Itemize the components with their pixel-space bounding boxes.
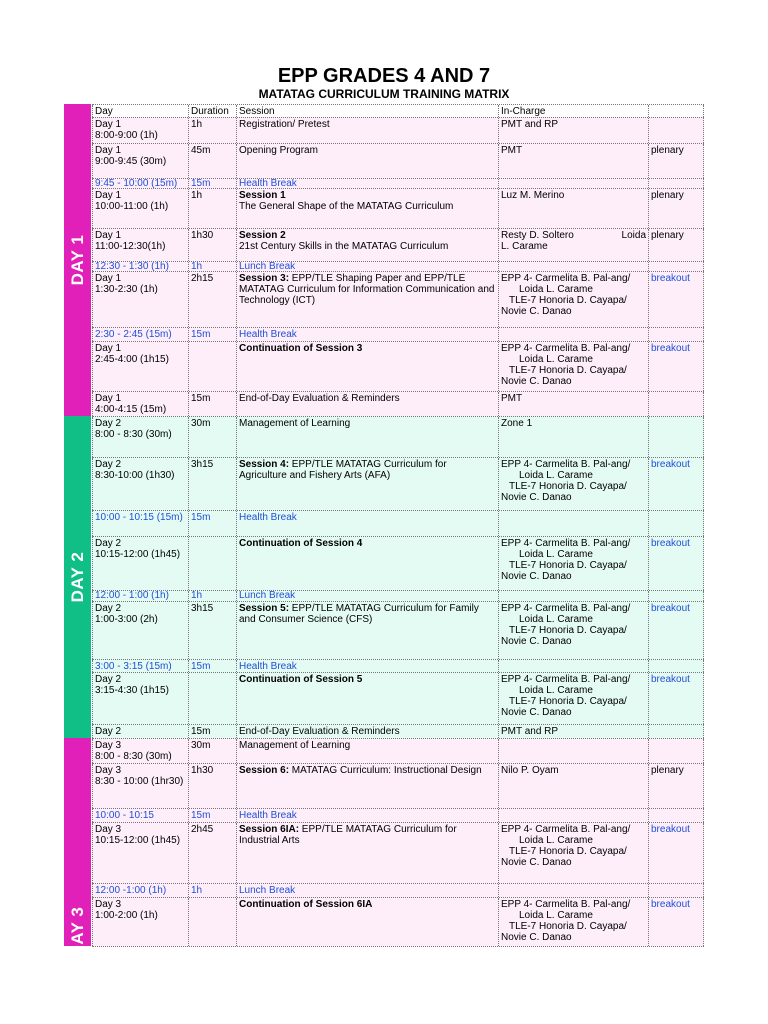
table-row — [92, 763, 704, 808]
incharge-name: Loida L. Carame — [519, 685, 593, 696]
mode-cell: breakout — [648, 458, 704, 510]
mode-cell: plenary — [648, 229, 704, 261]
duration-cell: 30m — [188, 417, 236, 457]
incharge-cell — [498, 458, 648, 510]
break-time: 12:00 -1:00 (1h) — [92, 884, 188, 897]
incharge-cell — [498, 272, 648, 327]
incharge-name: Loida L. Carame — [519, 284, 593, 295]
day-cell — [92, 739, 188, 763]
incharge-name: Novie C. Danao — [501, 376, 572, 387]
day-label: Day 3 — [95, 765, 122, 776]
incharge-cell — [498, 591, 648, 601]
document-title: EPP GRADES 4 AND 7 — [277, 65, 491, 87]
break-row — [92, 659, 704, 672]
table-row — [92, 416, 704, 457]
incharge-cell — [498, 328, 648, 341]
session-description: EPP/TLE Shaping Paper and EPP/TLE MATATAG Curriculum for Information Communication and Technology (ICT) — [239, 273, 495, 306]
incharge-name: TLE-7 Honoria D. Cayapa/ — [509, 295, 627, 306]
duration-cell: 1h30 — [188, 229, 236, 261]
table-row — [92, 536, 704, 590]
break-row — [92, 590, 704, 601]
incharge-cell — [498, 537, 648, 590]
mode-cell — [648, 884, 704, 897]
incharge-name: EPP 4- Carmelita B. Pal-ang/ — [501, 459, 631, 470]
table-row — [92, 457, 704, 510]
session-description: 21st Century Skills in the MATATAG Curriculum — [239, 241, 449, 252]
incharge-cell — [498, 511, 648, 536]
time-label: 10:00-11:00 (1h) — [95, 201, 169, 212]
session-description: EPP/TLE MATATAG Curriculum for Agriculture and Fishery Arts (AFA) — [239, 459, 447, 481]
header-incharge: In-Charge — [498, 105, 648, 117]
incharge-name: EPP 4- Carmelita B. Pal-ang/ — [501, 899, 631, 910]
session-title: Continuation of Session 6IA — [239, 899, 373, 910]
session-cell: Management of Learning — [236, 417, 498, 457]
incharge-cell — [498, 673, 648, 724]
incharge-name: TLE-7 Honoria D. Cayapa/ — [509, 481, 627, 492]
incharge-name: L. Carame — [501, 241, 548, 252]
incharge-name: Loida L. Carame — [519, 470, 593, 481]
day-cell — [92, 342, 188, 391]
header-day: Day — [92, 105, 188, 117]
break-time: 12:30 - 1:30 (1h) — [92, 262, 188, 271]
table-row — [92, 143, 704, 178]
duration-cell — [188, 537, 236, 590]
mode-cell: breakout — [648, 673, 704, 724]
incharge-name: TLE-7 Honoria D. Cayapa/ — [509, 921, 627, 932]
session-title: Continuation of Session 3 — [239, 343, 363, 354]
break-label: Health Break — [236, 660, 498, 672]
mode-cell: breakout — [648, 602, 704, 659]
day-label: Day 1 — [95, 145, 122, 156]
time-label: 2:45-4:00 (1h15) — [95, 354, 169, 365]
day-cell — [92, 229, 188, 261]
session-cell — [236, 229, 498, 261]
session-title: Session 6IA: — [239, 824, 300, 835]
time-label: 11:00-12:30(1h) — [95, 241, 166, 252]
incharge-cell: PMT and RP — [498, 118, 648, 143]
incharge-name: Resty D. Soltero — [501, 230, 574, 241]
incharge-name: Novie C. Danao — [501, 857, 572, 868]
table-row — [92, 391, 704, 416]
mode-cell — [648, 262, 704, 271]
mode-cell: breakout — [648, 537, 704, 590]
incharge-name: EPP 4- Carmelita B. Pal-ang/ — [501, 343, 631, 354]
session-title: Session 4: — [239, 459, 290, 470]
break-time: 10:00 - 10:15 (15m) — [92, 511, 188, 536]
mode-cell: plenary — [648, 189, 704, 228]
duration-cell: 1h — [188, 189, 236, 228]
incharge-cell — [498, 884, 648, 897]
incharge-name: Loida L. Carame — [519, 835, 593, 846]
incharge-name: TLE-7 Honoria D. Cayapa/ — [509, 625, 627, 636]
day-label: Day 2 — [95, 418, 122, 429]
break-label: Health Break — [236, 328, 498, 341]
break-label: Health Break — [236, 809, 498, 822]
mode-cell — [648, 591, 704, 601]
session-cell — [236, 342, 498, 391]
break-duration: 15m — [188, 660, 236, 672]
session-cell: Registration/ Pretest — [236, 118, 498, 143]
incharge-name: Novie C. Danao — [501, 636, 572, 647]
table-row — [92, 271, 704, 327]
time-label: 8:00 - 8:30 (30m) — [95, 751, 172, 762]
time-label: 10:15-12:00 (1h45) — [95, 835, 181, 846]
day2-band — [64, 416, 91, 738]
table-row — [92, 897, 704, 947]
time-label: 10:15-12:00 (1h45) — [95, 549, 181, 560]
duration-cell: 15m — [188, 725, 236, 738]
table-row — [92, 188, 704, 228]
time-label: 1:00-2:00 (1h) — [95, 910, 158, 921]
session-cell — [236, 272, 498, 327]
time-label: 8:00 - 8:30 (30m) — [95, 429, 172, 440]
incharge-cell: PMT — [498, 144, 648, 178]
incharge-cell — [498, 229, 648, 261]
incharge-cell: Luz M. Merino — [498, 189, 648, 228]
day1-band — [64, 104, 91, 416]
mode-cell — [648, 328, 704, 341]
table-row — [92, 822, 704, 883]
mode-cell — [648, 739, 704, 763]
session-cell — [236, 537, 498, 590]
duration-cell — [188, 898, 236, 946]
incharge-line — [501, 230, 646, 241]
session-title: Session 6: — [239, 765, 290, 776]
duration-cell: 1h30 — [188, 764, 236, 808]
day-cell — [92, 537, 188, 590]
incharge-cell — [498, 602, 648, 659]
break-time: 9:45 - 10:00 (15m) — [92, 179, 188, 188]
duration-cell: 3h15 — [188, 458, 236, 510]
break-row — [92, 510, 704, 536]
day3-band — [64, 738, 91, 958]
incharge-cell — [498, 179, 648, 188]
day3-band-label: DAY 3 — [67, 906, 87, 958]
incharge-cell — [498, 342, 648, 391]
document-subtitle: MATATAG CURRICULUM TRAINING MATRIX — [258, 87, 510, 101]
session-title: Continuation of Session 5 — [239, 674, 363, 685]
day-label: Day 1 — [95, 273, 122, 284]
header-mode — [648, 105, 704, 117]
incharge-name: EPP 4- Carmelita B. Pal-ang/ — [501, 603, 631, 614]
incharge-name: Loida L. Carame — [519, 910, 593, 921]
session-description: The General Shape of the MATATAG Curriculum — [239, 201, 454, 212]
break-label: Lunch Break — [236, 591, 498, 601]
incharge-name: Novie C. Danao — [501, 707, 572, 718]
day-cell — [92, 118, 188, 143]
day-cell — [92, 764, 188, 808]
session-cell: Opening Program — [236, 144, 498, 178]
incharge-name: Loida L. Carame — [519, 614, 593, 625]
break-duration: 15m — [188, 328, 236, 341]
incharge-name: TLE-7 Honoria D. Cayapa/ — [509, 365, 627, 376]
break-row — [92, 883, 704, 897]
time-label: 1:30-2:30 (1h) — [95, 284, 158, 295]
incharge-cell: PMT and RP — [498, 725, 648, 738]
mode-cell: breakout — [648, 342, 704, 391]
session-cell — [236, 189, 498, 228]
incharge-cell — [498, 823, 648, 883]
incharge-name: TLE-7 Honoria D. Cayapa/ — [509, 560, 627, 571]
incharge-cell — [498, 660, 648, 672]
mode-cell: breakout — [648, 898, 704, 946]
session-cell — [236, 764, 498, 808]
header-session: Session — [236, 105, 498, 117]
session-title: Session 1 — [239, 190, 286, 201]
day-cell — [92, 392, 188, 416]
session-title: Session 3: — [239, 273, 290, 284]
session-title: Session 2 — [239, 230, 286, 241]
day-label: Day 3 — [95, 899, 122, 910]
incharge-name: TLE-7 Honoria D. Cayapa/ — [509, 846, 627, 857]
time-label: 8:30-10:00 (1h30) — [95, 470, 175, 481]
break-duration: 1h — [188, 884, 236, 897]
duration-cell: 1h — [188, 118, 236, 143]
mode-cell — [648, 511, 704, 536]
duration-cell: 2h45 — [188, 823, 236, 883]
time-label: 1:00-3:00 (2h) — [95, 614, 158, 625]
incharge-cell — [498, 898, 648, 946]
incharge-name: Novie C. Danao — [501, 571, 572, 582]
day-cell — [92, 272, 188, 327]
session-cell — [236, 673, 498, 724]
duration-cell: 30m — [188, 739, 236, 763]
session-cell — [236, 602, 498, 659]
session-description: EPP/TLE MATATAG Curriculum for Family and Consumer Science (CFS) — [239, 603, 479, 625]
duration-cell — [188, 673, 236, 724]
incharge-cell — [498, 809, 648, 822]
break-time: 12:00 - 1:00 (1h) — [92, 591, 188, 601]
break-label: Health Break — [236, 179, 498, 188]
break-time: 3:00 - 3:15 (15m) — [92, 660, 188, 672]
duration-cell: 45m — [188, 144, 236, 178]
duration-cell — [188, 342, 236, 391]
break-label: Health Break — [236, 511, 498, 536]
day-cell — [92, 144, 188, 178]
mode-cell — [648, 179, 704, 188]
day2-band-label: DAY 2 — [67, 551, 87, 603]
break-time: 2:30 - 2:45 (15m) — [92, 328, 188, 341]
session-cell: End-of-Day Evaluation & Reminders — [236, 392, 498, 416]
session-cell — [236, 458, 498, 510]
day-label: Day 1 — [95, 230, 122, 241]
duration-cell: 3h15 — [188, 602, 236, 659]
break-row — [92, 178, 704, 188]
session-cell — [236, 898, 498, 946]
day-label: Day 2 — [95, 674, 122, 685]
day-cell — [92, 898, 188, 946]
break-label: Lunch Break — [236, 262, 498, 271]
session-title: Continuation of Session 4 — [239, 538, 363, 549]
table-row — [92, 228, 704, 261]
mode-cell — [648, 392, 704, 416]
incharge-cell: Zone 1 — [498, 417, 648, 457]
mode-cell: breakout — [648, 823, 704, 883]
incharge-name: Loida L. Carame — [519, 549, 593, 560]
break-label: Lunch Break — [236, 884, 498, 897]
time-label: 4:00-4:15 (15m) — [95, 404, 167, 415]
break-duration: 15m — [188, 511, 236, 536]
break-time: 10:00 - 10:15 — [92, 809, 188, 822]
incharge-name: Loida L. Carame — [519, 354, 593, 365]
mode-cell: breakout — [648, 272, 704, 327]
incharge-name: EPP 4- Carmelita B. Pal-ang/ — [501, 824, 631, 835]
table-row — [92, 341, 704, 391]
day-label: Day 3 — [95, 824, 122, 835]
break-duration: 1h — [188, 591, 236, 601]
day-label: Day 1 — [95, 343, 122, 354]
session-description: MATATAG Curriculum: Instructional Design — [289, 765, 482, 776]
mode-cell — [648, 417, 704, 457]
header-duration: Duration — [188, 105, 236, 117]
day-cell — [92, 673, 188, 724]
mode-cell — [648, 660, 704, 672]
break-row — [92, 261, 704, 271]
incharge-name: Novie C. Danao — [501, 306, 572, 317]
mode-cell — [648, 809, 704, 822]
incharge-name: EPP 4- Carmelita B. Pal-ang/ — [501, 674, 631, 685]
time-label: 8:00-9:00 (1h) — [95, 130, 158, 141]
day-cell — [92, 189, 188, 228]
mode-cell: plenary — [648, 764, 704, 808]
time-label: 9:00-9:45 (30m) — [95, 156, 167, 167]
time-label: 8:30 - 10:00 (1hr30) — [95, 776, 184, 787]
break-row — [92, 808, 704, 822]
day-label: Day 1 — [95, 393, 122, 404]
day1-band-label: DAY 1 — [67, 234, 87, 286]
session-cell: End-of-Day Evaluation & Reminders — [236, 725, 498, 738]
session-cell: Management of Learning — [236, 739, 498, 763]
incharge-name: EPP 4- Carmelita B. Pal-ang/ — [501, 538, 631, 549]
incharge-name: Novie C. Danao — [501, 492, 572, 503]
table-row — [92, 117, 704, 143]
day-cell — [92, 458, 188, 510]
day-cell — [92, 417, 188, 457]
table-row — [92, 601, 704, 659]
table-row — [92, 724, 704, 738]
table-header-row — [92, 104, 704, 117]
mode-cell — [648, 725, 704, 738]
mode-cell — [648, 118, 704, 143]
incharge-cell: Nilo P. Oyam — [498, 764, 648, 808]
break-duration: 15m — [188, 179, 236, 188]
day-label: Day 1 — [95, 190, 122, 201]
session-description: EPP/TLE MATATAG Curriculum for Industrial Arts — [239, 824, 457, 846]
day-label: Day 2 — [95, 603, 122, 614]
break-duration: 1h — [188, 262, 236, 271]
session-title: Session 5: — [239, 603, 290, 614]
incharge-cell: PMT — [498, 392, 648, 416]
table-row — [92, 672, 704, 724]
day-label: Day 1 — [95, 119, 122, 130]
day-cell: Day 2 — [92, 725, 188, 738]
time-label: 3:15-4:30 (1h15) — [95, 685, 169, 696]
incharge-cell — [498, 262, 648, 271]
incharge-name: Loida — [621, 230, 646, 241]
day-cell — [92, 602, 188, 659]
break-duration: 15m — [188, 809, 236, 822]
incharge-name: Novie C. Danao — [501, 932, 572, 943]
day-label: Day 3 — [95, 740, 122, 751]
day-cell — [92, 823, 188, 883]
day-label: Day 2 — [95, 459, 122, 470]
incharge-name: TLE-7 Honoria D. Cayapa/ — [509, 696, 627, 707]
day-label: Day 2 — [95, 538, 122, 549]
break-row — [92, 327, 704, 341]
duration-cell: 15m — [188, 392, 236, 416]
incharge-name: EPP 4- Carmelita B. Pal-ang/ — [501, 273, 631, 284]
session-cell — [236, 823, 498, 883]
mode-cell: plenary — [648, 144, 704, 178]
table-row — [92, 738, 704, 763]
incharge-cell — [498, 739, 648, 763]
duration-cell: 2h15 — [188, 272, 236, 327]
